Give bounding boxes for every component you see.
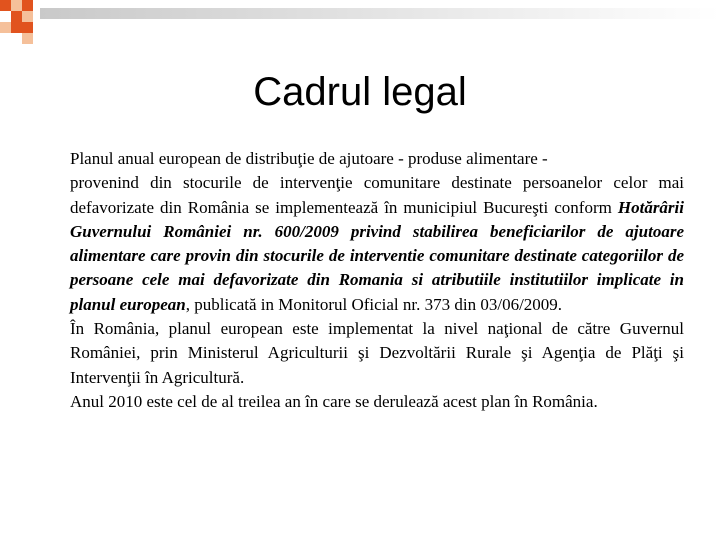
paragraph-1-line-1: Planul anual european de distribuţie de ajutoare - produse alimentare - [70,149,548,168]
deco-square [22,22,33,33]
paragraph-1-start: provenind din stocurile de intervenţie comunitare destinate persoanelor celor mai defavorizate din România se implementează în municipiul Bucureşti conform [70,173,684,217]
deco-square [22,0,33,11]
deco-square [0,22,11,33]
deco-square [11,0,22,11]
paragraph-1-legal-reference: Hotărârii Guvernului României nr. 600/2009 privind stabilirea beneficiarilor de ajutoare alimentare care provin din stocurile de interventie comunitare destinate categoriilor de persoane cele mai defavorizate din Romania si atributiile institutiilor implicate in planul european [70,197,684,314]
deco-square [11,11,22,22]
paragraph-1-end: , publicată in Monitorul Oficial nr. 373 din 03/06/2009. [185,294,563,314]
deco-square [22,33,33,44]
deco-square [11,22,22,33]
decorative-header [0,0,720,60]
deco-square [22,11,33,22]
slide-title [0,66,720,118]
deco-square [0,0,11,11]
paragraph-2: În România, planul european este implementat la nivel naţional de către Guvernul României, prin Ministerul Agriculturii şi Dezvoltării Rurale şi Agenţia de Plăţi şi Intervenţii în Agricultură. [70,319,684,387]
paragraph-1 [70,171,684,317]
slide-body [70,147,684,414]
slide-title-text: Cadrul legal [253,70,467,114]
header-rule [40,8,720,19]
paragraph-3: Anul 2010 este cel de al treilea an în care se derulează acest plan în România. [70,391,598,411]
